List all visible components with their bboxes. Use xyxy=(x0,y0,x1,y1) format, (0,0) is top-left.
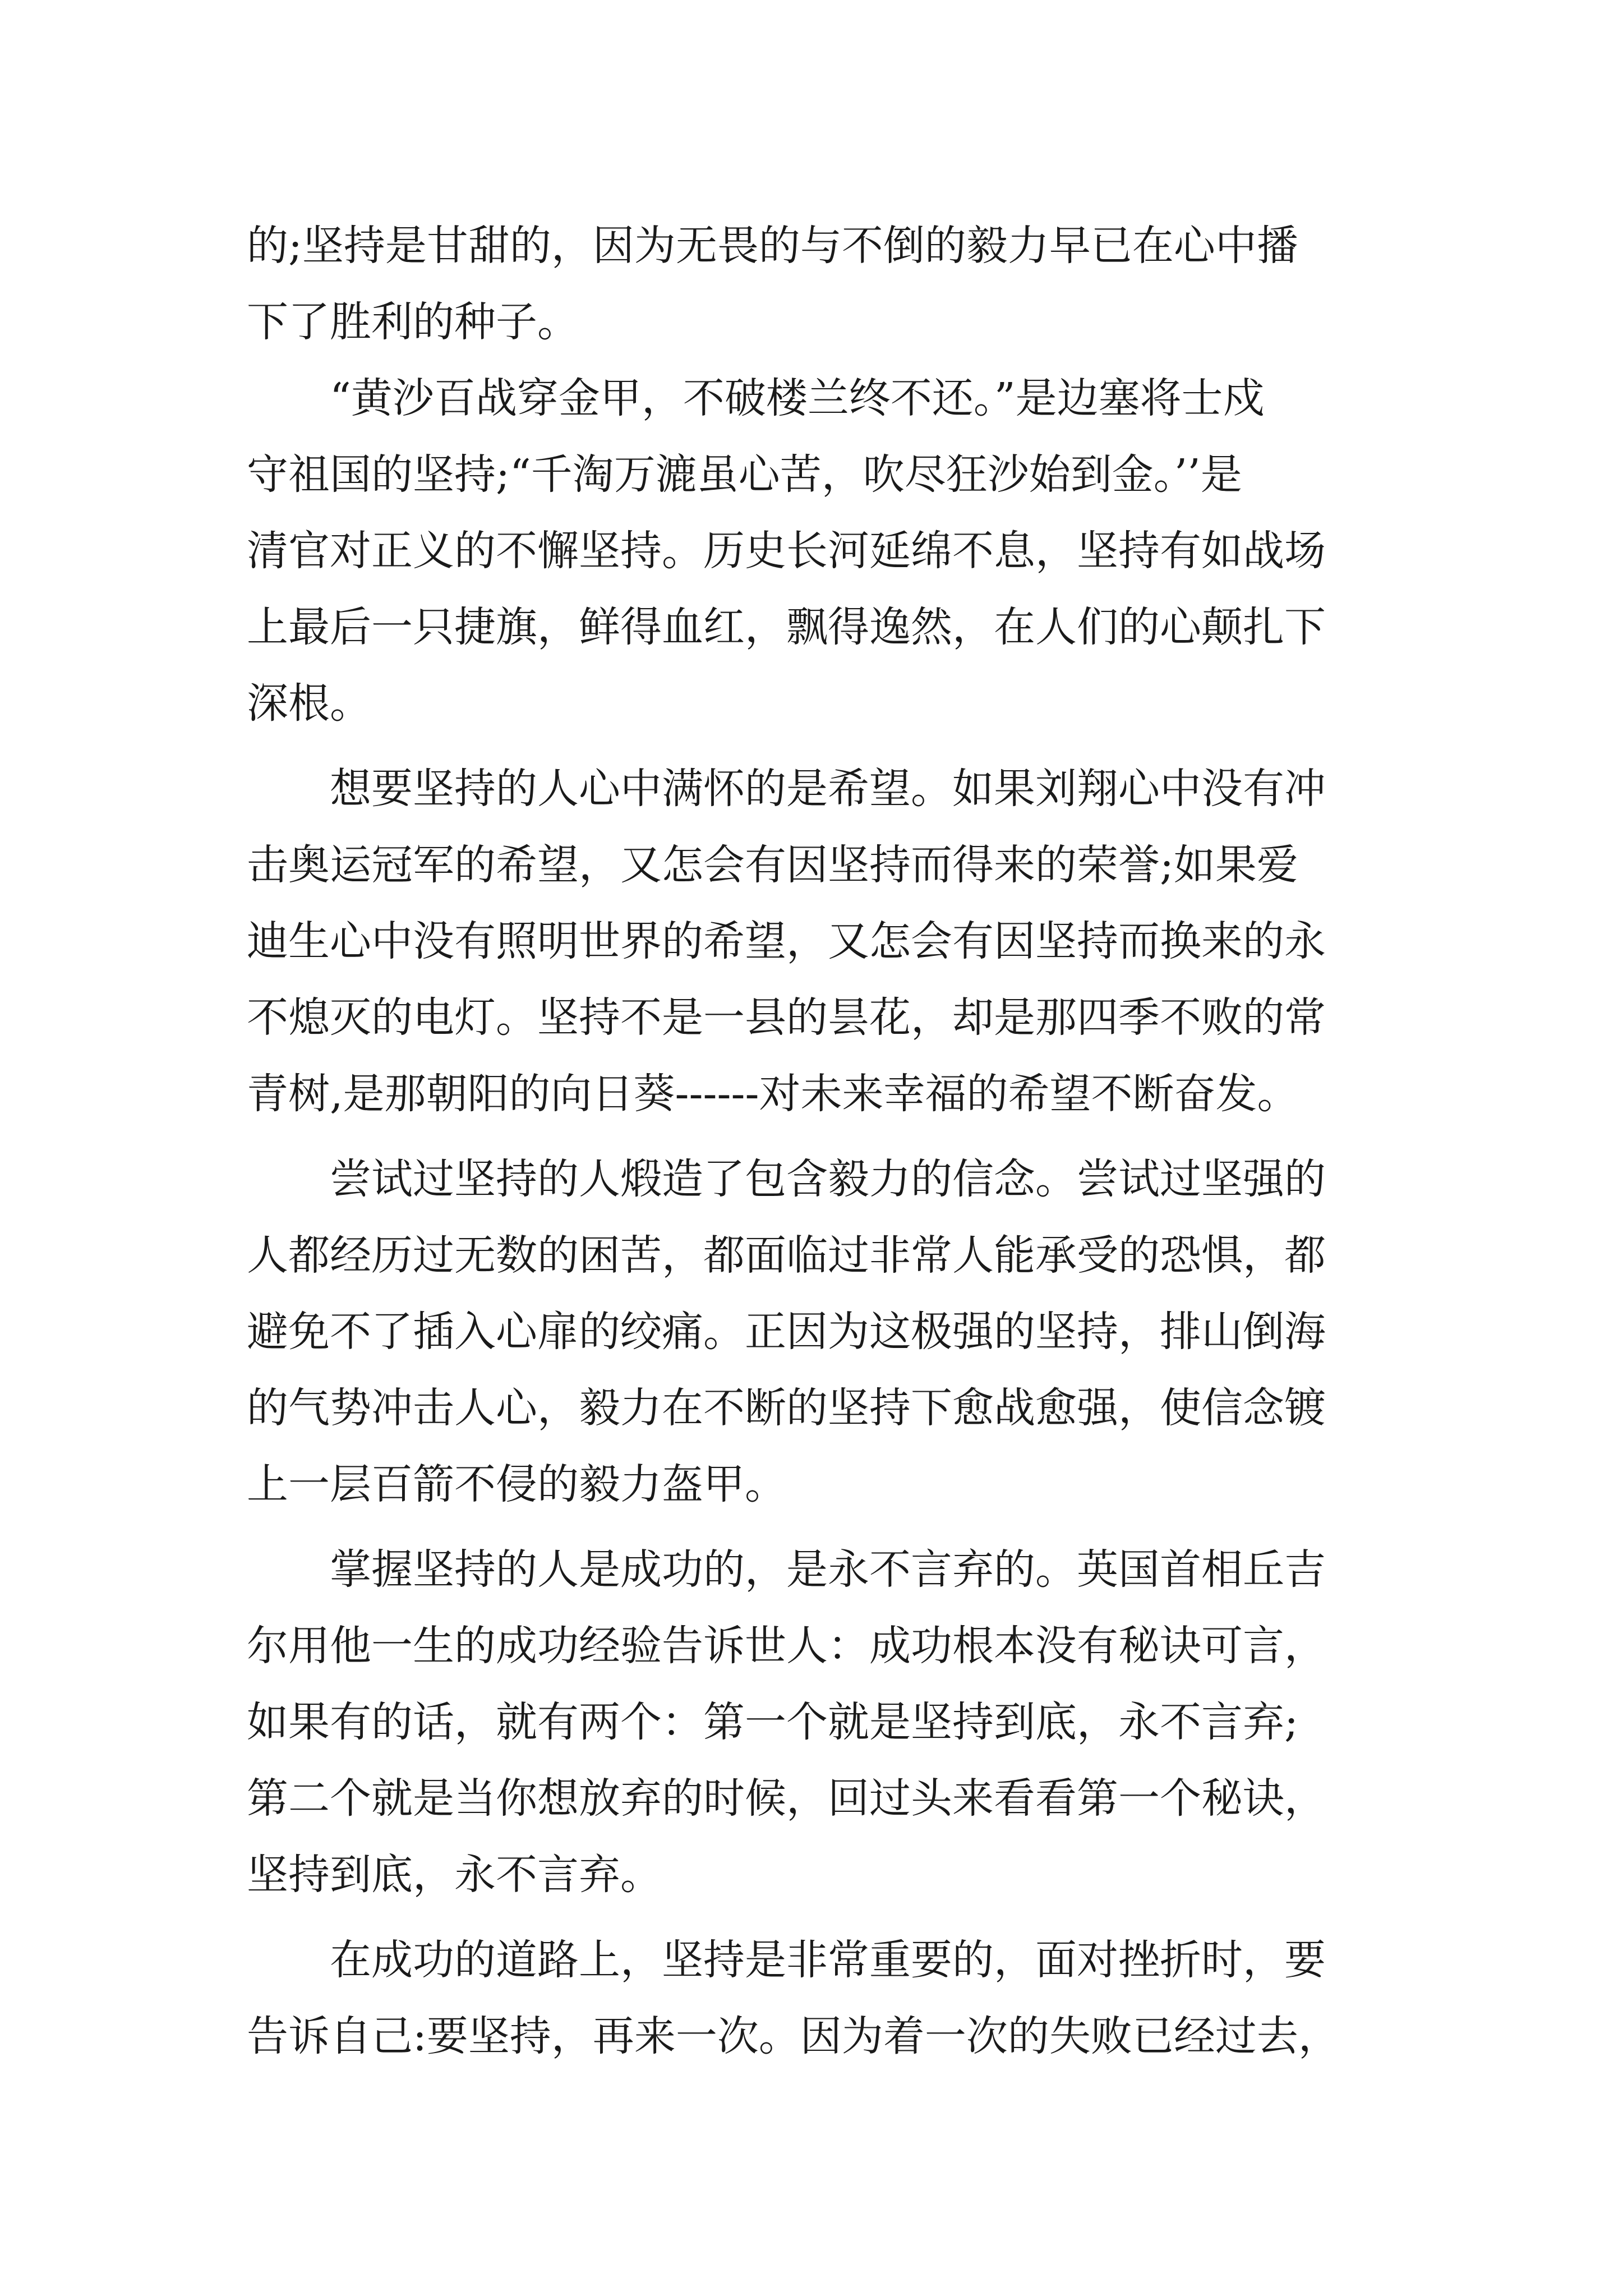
text-line: 的气势冲击人心，毅力在不断的坚持下愈战愈强，使信念镀 xyxy=(247,1384,1326,1432)
text-line: 清官对正义的不懈坚持。历史长河延绵不息，坚持有如战场 xyxy=(247,527,1326,575)
text-line: 迪生心中没有照明世界的希望，又怎会有因坚持而换来的永 xyxy=(247,917,1326,965)
text-line: 尝试过坚持的人煅造了包含毅力的信念。尝试过坚强的 xyxy=(330,1155,1326,1203)
paragraph-4 xyxy=(247,1141,1396,1522)
text-line: 避免不了插入心扉的绞痛。正因为这极强的坚持，排山倒海 xyxy=(247,1308,1326,1356)
text-line: 如果有的话，就有两个：第一个就是坚持到底，永不言弃; xyxy=(247,1698,1298,1746)
text-line: 守祖国的坚持;“千淘万漉虽心苦，吹尽狂沙始到金。’’是 xyxy=(247,450,1242,499)
text-line: 下了胜利的种子。 xyxy=(247,298,579,346)
text-line: 在成功的道路上，坚持是非常重要的，面对挫折时，要 xyxy=(330,1936,1326,1984)
text-line: 坚持到底，永不言弃。 xyxy=(247,1851,662,1899)
paragraph-3 xyxy=(247,751,1396,1132)
text-line: 告诉自己:要坚持，再来一次。因为着一次的失败已经过去， xyxy=(247,2012,1340,2060)
paragraph-2 xyxy=(247,360,1396,742)
text-line: 上最后一只捷旗，鲜得血红，飘得逸然，在人们的心颠扎下 xyxy=(247,603,1326,651)
text-line: 击奥运冠军的希望，又怎会有因坚持而得来的荣誉;如果爱 xyxy=(247,841,1298,889)
text-line: 掌握坚持的人是成功的，是永不言弃的。英国首相丘吉 xyxy=(330,1545,1326,1594)
paragraph-1 xyxy=(247,208,1396,360)
text-line: 上一层百箭不侵的毅力盔甲。 xyxy=(247,1460,786,1508)
text-line: 不熄灭的电灯。坚持不是一县的昙花，却是那四季不败的常 xyxy=(247,993,1326,1042)
paragraph-6 xyxy=(247,1922,1396,2074)
text-line: “黄沙百战穿金甲，不破楼兰终不还。”是边塞将士戍 xyxy=(330,374,1265,422)
text-line: 第二个就是当你想放弃的时候，回过头来看看第一个秘诀， xyxy=(247,1774,1326,1823)
text-line: 尔用他一生的成功经验告诉世人：成功根本没有秘诀可言， xyxy=(247,1622,1326,1670)
paragraph-5 xyxy=(247,1531,1396,1913)
text-line: 想要坚持的人心中满怀的是希望。如果刘翔心中没有冲 xyxy=(330,765,1326,813)
text-line: 人都经历过无数的困苦，都面临过非常人能承受的恐惧，都 xyxy=(247,1231,1326,1280)
text-line: 的;坚持是甘甜的，因为无畏的与不倒的毅力早已在心中播 xyxy=(247,222,1298,270)
text-line: 青树,是那朝阳的向日葵------对未来幸福的希望不断奋发。 xyxy=(247,1070,1299,1118)
essay-body xyxy=(247,208,1396,2074)
text-line: 深根。 xyxy=(247,679,371,728)
